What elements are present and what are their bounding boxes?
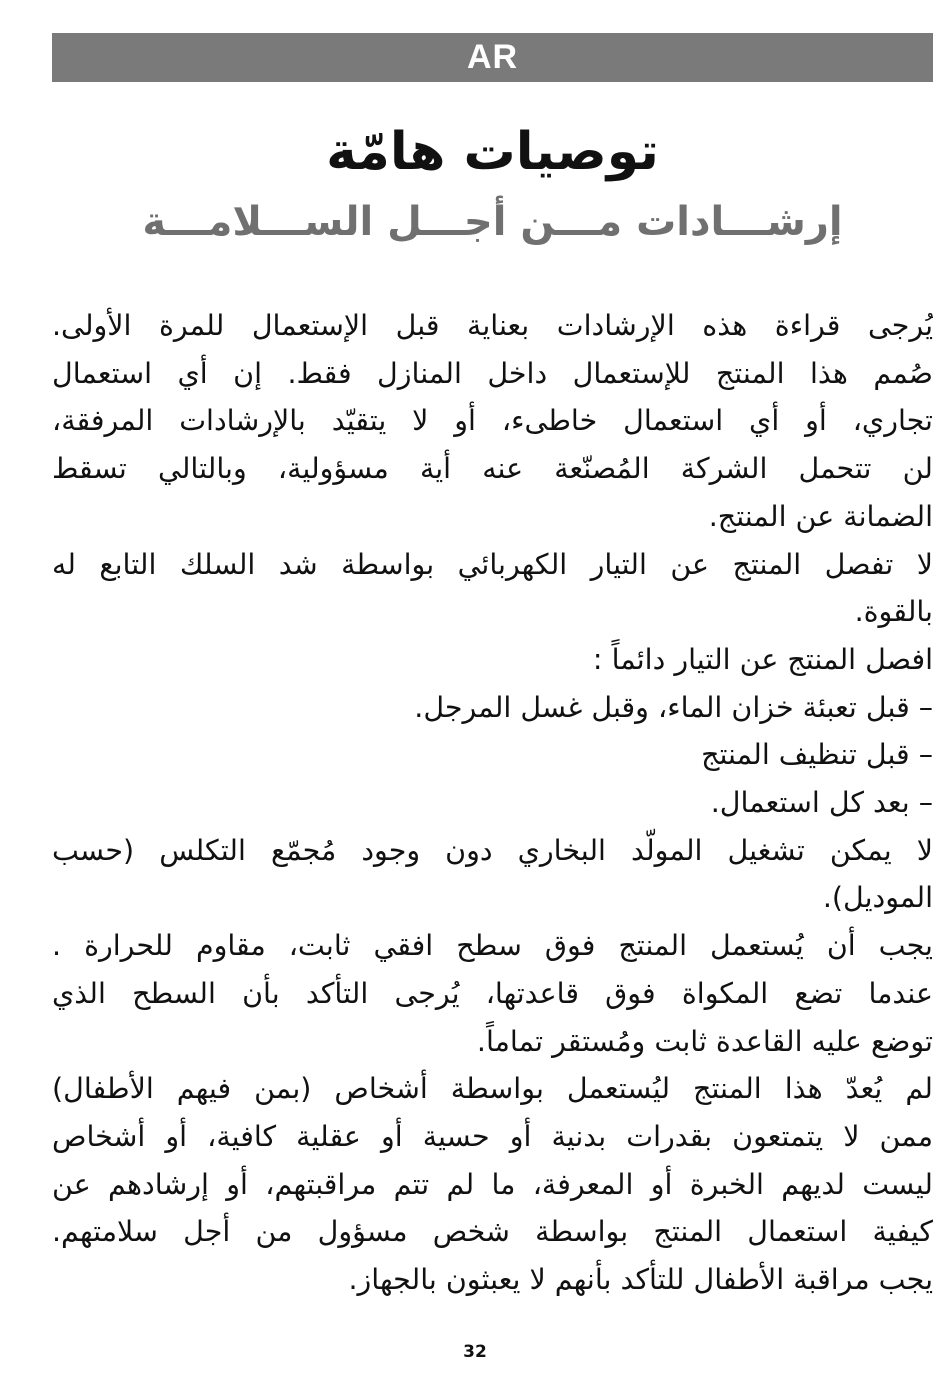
text-line: بالقوة.	[854, 595, 933, 629]
text-line: لن تتحمل الشركة المُصنّعة عنه أية مسؤولية، وبالتالي تسقط	[52, 452, 933, 486]
safety-instructions-body	[52, 302, 933, 1304]
text-line: افصل المنتج عن التيار دائماً :	[592, 642, 933, 676]
text-line: الضمانة عن المنتج.	[708, 499, 933, 533]
text-line: ممن لا يتمتعون بقدرات بدنية أو حسية أو عقلية كافية، أو أشخاص	[52, 1119, 933, 1153]
text-line: الموديل).	[822, 881, 933, 915]
text-line: صُمم هذا المنتج للإستعمال داخل المنازل فقط. إن أي استعمال	[52, 356, 933, 390]
bullet-item: – قبل تعبئة خزان الماء، وقبل غسل المرجل.	[414, 690, 933, 724]
text-line: لا تفصل المنتج عن التيار الكهربائي بواسطة شد السلك التابع له	[52, 547, 933, 581]
text-line: يجب أن يُستعمل المنتج فوق سطح افقي ثابت، مقاوم للحرارة .	[52, 929, 933, 963]
language-header-bar	[52, 33, 933, 82]
language-code: AR	[466, 38, 519, 76]
text-line: لا يمكن تشغيل المولّد البخاري دون وجود مُجمّع التكلس (حسب	[52, 833, 933, 867]
text-line: يجب مراقبة الأطفال للتأكد بأنهم لا يعبثون بالجهاز.	[348, 1263, 933, 1297]
text-line: عندما تضع المكواة فوق قاعدتها، يُرجى التأكد بأن السطح الذي	[52, 976, 933, 1010]
text-line: يُرجى قراءة هذه الإرشادات بعناية قبل الإستعمال للمرة الأولى.	[52, 309, 933, 342]
bullet-item: – قبل تنظيف المنتج	[701, 738, 933, 772]
page-subtitle: إرشـــادات مـــن أجـــل الســـلامـــة	[142, 199, 843, 245]
text-line: تجاري، أو أي استعمال خاطىء، أو لا يتقيّد بالإرشادات المرفقة،	[52, 404, 933, 438]
text-line: توضع عليه القاعدة ثابت ومُستقر تماماً.	[476, 1024, 933, 1058]
page-number: 32	[463, 1342, 487, 1362]
page-title: توصيات هامّة	[326, 122, 659, 182]
text-line: كيفية استعمال المنتج بواسطة شخص مسؤول من أجل سلامتهم.	[52, 1215, 933, 1249]
text-line: لم يُعدّ هذا المنتج ليُستعمل بواسطة أشخاص (بمن فيهم الأطفال)	[52, 1072, 933, 1106]
text-line: ليست لديهم الخبرة أو المعرفة، ما لم تتم مراقبتهم، أو إرشادهم عن	[52, 1167, 933, 1201]
bullet-item: – بعد كل استعمال.	[710, 786, 933, 820]
